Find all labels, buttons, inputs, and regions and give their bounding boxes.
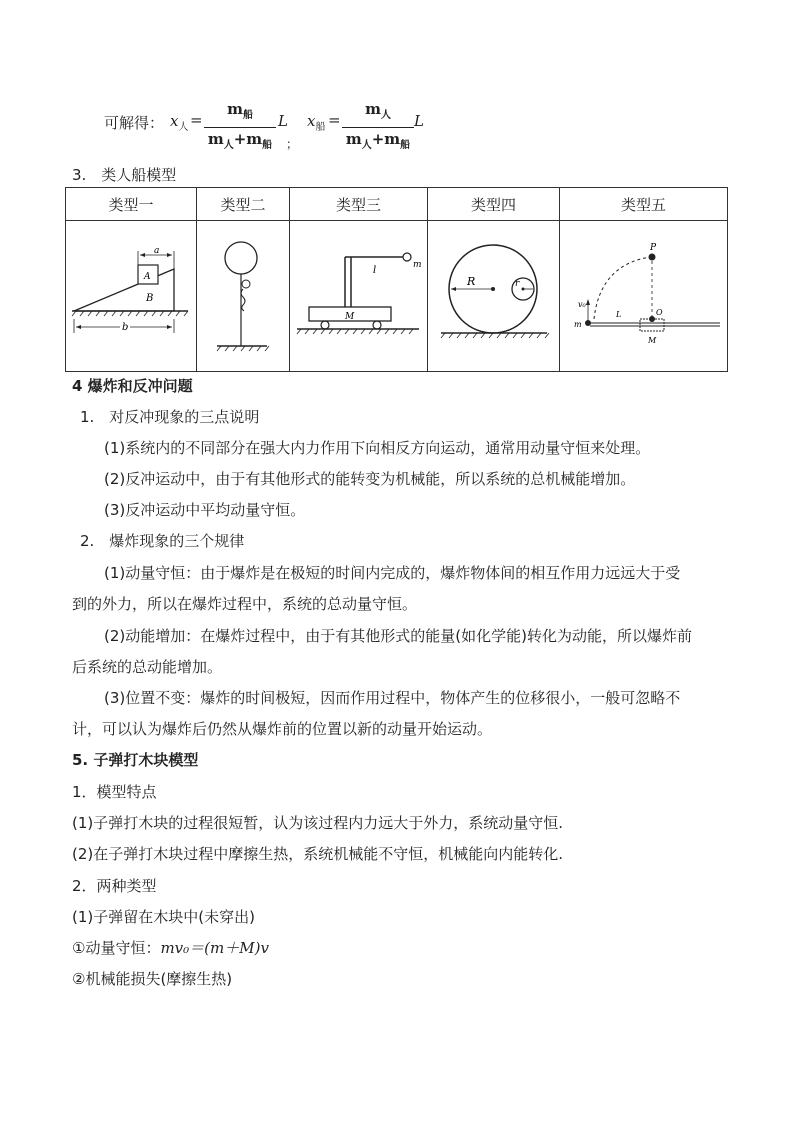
wedge-block-diagram (68, 239, 194, 349)
svg-text:v₀: v₀ (577, 300, 586, 309)
momentum-label: ①动量守恒： (72, 939, 161, 957)
paragraph-line: 后系统的总动能增加。 (72, 658, 223, 676)
equals-sign: = (190, 111, 203, 129)
svg-text:M: M (647, 336, 656, 345)
paragraph-line: (1)子弹留在木块中(未穿出) (72, 908, 255, 926)
paragraph-line: (2)动能增加：在爆炸过程中，由于有其他形式的能量(如化学能)转化为动能，所以爆炸前 (104, 627, 692, 645)
figure-cell (290, 221, 428, 372)
x-person-symbol: $x_人$ (170, 112, 189, 133)
fraction-person: $m_船$ $m_人+m_船$ (204, 100, 276, 155)
paragraph-line: ②机械能损失(摩擦生热) (72, 970, 233, 988)
formula-separator: ； (286, 137, 299, 151)
figure-cell (197, 221, 290, 372)
subsection-title: 2．两种类型 (72, 877, 157, 895)
figure-cell (560, 221, 728, 372)
paragraph-line: (3)位置不变：爆炸的时间极短，因而作用过程中，物体产生的位移很小，一般可忽略不 (104, 689, 681, 707)
fraction-boat: $m_人$ $m_人+m_船$ (342, 100, 414, 155)
svg-text:b: b (122, 322, 129, 333)
cart-pendulum-diagram (293, 239, 425, 349)
svg-text:B: B (146, 293, 154, 304)
svg-text:L: L (615, 310, 621, 319)
equals-sign: = (328, 111, 341, 129)
length-L: L (278, 112, 288, 130)
paragraph-line: (2)反冲运动中，由于有其他形式的能转变为机械能，所以系统的总机械能增加。 (104, 470, 636, 488)
paragraph-line: (1)动量守恒：由于爆炸是在极短的时间内完成的，爆炸物体间的相互作用力远远大于受 (104, 564, 681, 582)
paragraph-line: (1)系统内的不同部分在强大内力作用下向相反方向运动，通常用动量守恒来处理。 (104, 439, 651, 457)
svg-text:l: l (372, 265, 376, 276)
section-heading: 3. 类人船模型 (72, 166, 177, 184)
rail-projectile-diagram (564, 239, 724, 349)
ring-ball-diagram (435, 239, 553, 349)
figure-cell (428, 221, 560, 372)
table-header-cell: 类型三 (290, 188, 428, 221)
paragraph-line (72, 937, 269, 958)
table-header-cell: 类型四 (428, 188, 560, 221)
balloon-rope-diagram (213, 234, 273, 354)
section-heading: 4 爆炸和反冲问题 (72, 377, 193, 395)
section-heading: 5. 子弹打木块模型 (72, 751, 199, 769)
subsection-title: 1．模型特点 (72, 783, 157, 801)
svg-text:O: O (655, 308, 663, 317)
paragraph-line: (1)子弹打木块的过程很短暂，认为该过程内力远大于外力，系统动量守恒. (72, 814, 564, 832)
formula-prefix: 可解得： (104, 114, 165, 132)
model-types-table (65, 187, 728, 372)
table-header-cell: 类型一 (66, 188, 197, 221)
x-boat-symbol: $x_船$ (307, 112, 326, 133)
length-L: L (414, 112, 424, 130)
paragraph-line: (3)反冲运动中平均动量守恒。 (104, 501, 306, 519)
svg-text:r: r (514, 279, 519, 289)
svg-text:R: R (466, 275, 475, 288)
paragraph-line: 到的外力，所以在爆炸过程中，系统的总动量守恒。 (72, 595, 418, 613)
svg-text:A: A (144, 272, 151, 282)
svg-text:m: m (573, 320, 582, 329)
svg-text:a: a (154, 246, 160, 256)
table-header-cell: 类型二 (197, 188, 290, 221)
paragraph-line: (2)在子弹打木块过程中摩擦生热，系统机械能不守恒，机械能向内能转化. (72, 845, 564, 863)
svg-text:m: m (412, 260, 422, 270)
figure-cell (66, 221, 197, 372)
paragraph-line: 计，可以认为爆炸后仍然从爆炸前的位置以新的动量开始运动。 (72, 720, 493, 738)
svg-text:P: P (649, 243, 656, 253)
table-header-cell: 类型五 (560, 188, 728, 221)
momentum-formula: mv₀＝(m＋M)v (160, 939, 269, 957)
subsection-title: 2. 爆炸现象的三个规律 (80, 532, 245, 550)
subsection-title: 1. 对反冲现象的三点说明 (80, 408, 260, 426)
svg-text:M: M (344, 312, 354, 322)
